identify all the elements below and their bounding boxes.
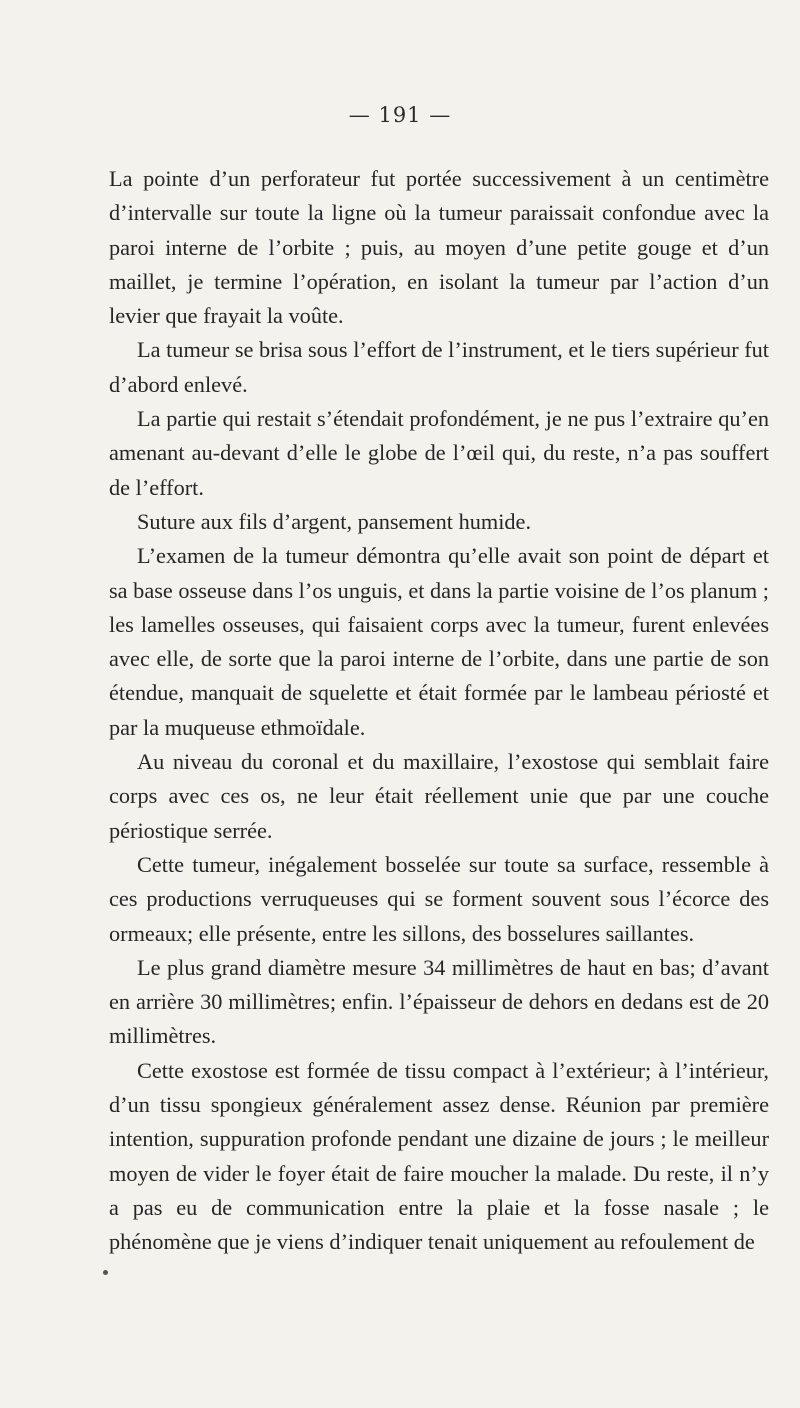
paragraph: Le plus grand diamètre mesure 34 millimètres de haut en bas; d’avant en arrière 30 millimètres; enfin. l’épaisseur de dehors en dedans est de 20 millimètres. [109, 954, 769, 1049]
paragraph: Cette exostose est formée de tissu compact à l’extérieur; à l’intérieur, d’un tissu spongieux généralement assez dense. Réunion par première intention, suppuration profonde pendant une dizaine de jours ; le meilleur moyen de vider le foyer était de faire moucher la malade. Du reste, il n’y a pas eu de communication entre la plaie et la fosse nasale ; le phénomène que je viens d’indiquer tenait uniquement au refoulement de [109, 1057, 769, 1255]
paragraph: La partie qui restait s’étendait profondément, je ne pus l’extraire qu’en amenant au-devant d’elle le globe de l’œil qui, du reste, n’a pas souffert de l’effort. [109, 406, 769, 500]
paragraph: Cette tumeur, inégalement bosselée sur toute sa surface, ressemble à ces productions verruqueuses qui se forment souvent sous l’écorce des ormeaux; elle présente, entre les sillons, des bosselures saillantes. [109, 851, 769, 946]
body-text [109, 162, 769, 1260]
paragraph: L’examen de la tumeur démontra qu’elle avait son point de départ et sa base osseuse dans l’os unguis, et dans la partie voisine de l’os planum ; les lamelles osseuses, qui faisaient corps avec la tumeur, furent enlevées avec elle, de sorte que la paroi interne de l’orbite, dans une partie de son étendue, manquait de squelette et était formée par le lambeau périosté et par la muqueuse ethmoïdale. [109, 543, 769, 740]
paragraph: La pointe d’un perforateur fut portée successivement à un centimètre d’intervalle sur toute la ligne où la tumeur paraissait confondue avec la paroi interne de l’orbite ; puis, au moyen d’une petite gouge et d’un maillet, je termine l’opération, en isolant la tumeur par l’action d’un levier que frayait la voûte. [109, 166, 769, 329]
paragraph: Suture aux fils d’argent, pansement humide. [137, 508, 532, 534]
page-number: — 191 — [348, 103, 452, 127]
ink-speck [103, 1270, 108, 1275]
paragraph: Au niveau du coronal et du maxillaire, l’exostose qui semblait faire corps avec ces os, ne leur était réellement unie que par une couche périostique serrée. [109, 749, 769, 843]
paragraph: La tumeur se brisa sous l’effort de l’instrument, et le tiers supérieur fut d’abord enlevé. [109, 337, 769, 397]
